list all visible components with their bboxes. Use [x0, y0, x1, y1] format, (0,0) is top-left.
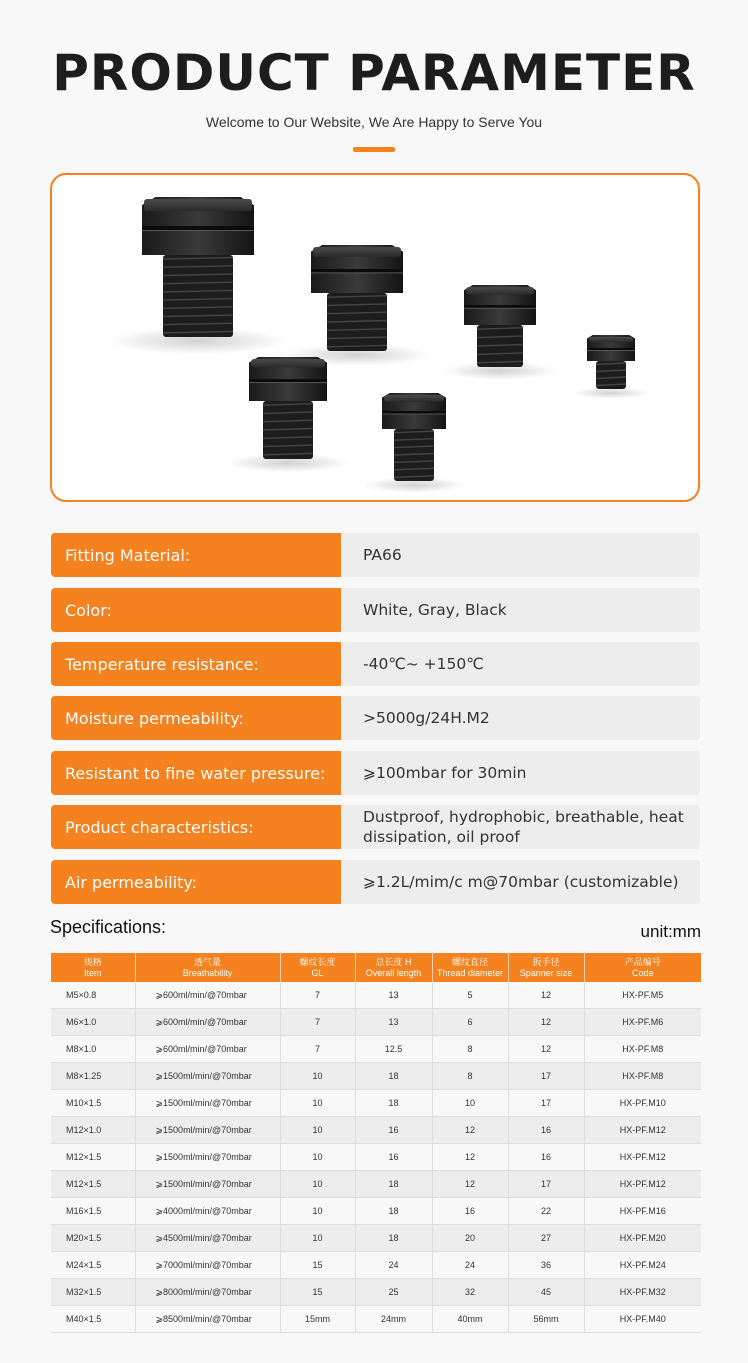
header-cn-label: 扳手径 — [532, 956, 560, 967]
header-en-label: GL — [311, 967, 324, 978]
table-cell: 15mm — [280, 1306, 355, 1333]
header-cn-label: 螺纹直径 — [451, 956, 488, 967]
table-cell: 56mm — [508, 1306, 584, 1333]
page-subtitle: Welcome to Our Website, We Are Happy to Serve You — [205, 114, 543, 130]
table-cell: 24 — [355, 1252, 432, 1279]
property-row — [51, 533, 700, 577]
table-cell: 8 — [432, 1036, 508, 1063]
table-cell: ⩾600ml/min/@70mbar — [135, 982, 280, 1009]
table-cell: 45 — [508, 1279, 584, 1306]
table-cell: 5 — [432, 982, 508, 1009]
table-cell: 16 — [508, 1144, 584, 1171]
table-header-cell — [280, 953, 355, 982]
header-cn-label: 产品编号 — [624, 956, 661, 967]
vent-plug-icon — [283, 245, 430, 366]
table-cell: M16×1.5 — [51, 1198, 135, 1225]
table-cell: ⩾8000ml/min/@70mbar — [135, 1279, 280, 1306]
table-cell: 15 — [280, 1279, 355, 1306]
table-cell: 12 — [432, 1144, 508, 1171]
table-cell: ⩾600ml/min/@70mbar — [135, 1009, 280, 1036]
table-cell: 7 — [280, 1036, 355, 1063]
table-cell: 10 — [280, 1117, 355, 1144]
table-cell: 20 — [432, 1225, 508, 1252]
table-row — [51, 1252, 701, 1279]
table-cell: M5×0.8 — [51, 982, 135, 1009]
table-cell: 6 — [432, 1009, 508, 1036]
header-cn-label: 透气量 — [193, 956, 221, 967]
vent-plug-icon — [108, 197, 287, 354]
header-cn-label: 总长度 H — [375, 956, 412, 967]
property-label: Air permeability: — [51, 860, 341, 904]
property-value: >5000g/24H.M2 — [342, 696, 700, 740]
table-cell: 36 — [508, 1252, 584, 1279]
property-label: Color: — [51, 588, 341, 632]
table-cell: HX-PF.M16 — [584, 1198, 701, 1225]
property-value: ⩾1.2L/mim/c m@70mbar (customizable) — [342, 860, 700, 904]
property-row — [51, 805, 700, 849]
table-cell: 32 — [432, 1279, 508, 1306]
table-header-cell — [51, 953, 135, 982]
table-cell: 24 — [432, 1252, 508, 1279]
table-cell: 17 — [508, 1090, 584, 1117]
table-cell: HX-PF.M10 — [584, 1090, 701, 1117]
vent-plug-icon — [573, 335, 650, 399]
table-cell: 10 — [280, 1198, 355, 1225]
header-en-label: Breathability — [182, 967, 233, 978]
table-cell: 10 — [280, 1225, 355, 1252]
table-cell: M12×1.5 — [51, 1144, 135, 1171]
table-cell: M6×1.0 — [51, 1009, 135, 1036]
table-cell: 18 — [355, 1171, 432, 1198]
table-row — [51, 1090, 701, 1117]
property-value: Dustproof, hydrophobic, breathable, heat dissipation, oil proof — [342, 805, 700, 849]
property-row — [51, 860, 700, 904]
unit-label: unit:mm — [640, 922, 701, 941]
table-cell: 16 — [432, 1198, 508, 1225]
table-cell: 12 — [508, 1009, 584, 1036]
table-cell: 12 — [508, 982, 584, 1009]
property-label: Fitting Material: — [51, 533, 341, 577]
table-cell: ⩾1500ml/min/@70mbar — [135, 1117, 280, 1144]
property-row — [51, 751, 700, 795]
table-cell: ⩾1500ml/min/@70mbar — [135, 1063, 280, 1090]
vent-plug-icon — [226, 357, 351, 472]
table-cell: HX-PF.M5 — [584, 982, 701, 1009]
table-cell: 24mm — [355, 1306, 432, 1333]
table-cell: HX-PF.M12 — [584, 1117, 701, 1144]
table-row — [51, 1144, 701, 1171]
property-row — [51, 588, 700, 632]
table-cell: ⩾1500ml/min/@70mbar — [135, 1144, 280, 1171]
table-cell: 40mm — [432, 1306, 508, 1333]
vent-plug-photo-icon — [52, 175, 698, 500]
table-cell: 18 — [355, 1198, 432, 1225]
header-en-label: Spanner size — [519, 967, 573, 978]
table-row — [51, 1198, 701, 1225]
table-row — [51, 1009, 701, 1036]
table-cell: 13 — [355, 1009, 432, 1036]
table-cell: 12.5 — [355, 1036, 432, 1063]
table-cell: ⩾4500ml/min/@70mbar — [135, 1225, 280, 1252]
table-cell: M8×1.25 — [51, 1063, 135, 1090]
table-cell: M12×1.5 — [51, 1171, 135, 1198]
table-cell: HX-PF.M12 — [584, 1171, 701, 1198]
title-divider — [353, 147, 395, 152]
table-cell: 10 — [280, 1063, 355, 1090]
table-cell: 18 — [355, 1063, 432, 1090]
table-cell: ⩾7000ml/min/@70mbar — [135, 1252, 280, 1279]
table-cell: HX-PF.M40 — [584, 1306, 701, 1333]
table-row — [51, 1225, 701, 1252]
table-cell: 16 — [508, 1117, 584, 1144]
table-cell: HX-PF.M6 — [584, 1009, 701, 1036]
table-cell: 13 — [355, 982, 432, 1009]
table-cell: HX-PF.M24 — [584, 1252, 701, 1279]
property-row — [51, 696, 700, 740]
vent-plug-icon — [442, 285, 557, 380]
table-cell: 10 — [280, 1090, 355, 1117]
table-header-row — [51, 953, 701, 982]
property-value: ⩾100mbar for 30min — [342, 751, 700, 795]
property-row — [51, 642, 700, 686]
table-cell: HX-PF.M12 — [584, 1144, 701, 1171]
table-cell: 22 — [508, 1198, 584, 1225]
table-cell: HX-PF.M8 — [584, 1036, 701, 1063]
property-label: Product characteristics: — [51, 805, 341, 849]
table-cell: 12 — [508, 1036, 584, 1063]
table-cell: 10 — [432, 1090, 508, 1117]
specifications-table — [51, 953, 701, 1333]
table-cell: ⩾4000ml/min/@70mbar — [135, 1198, 280, 1225]
table-cell: M24×1.5 — [51, 1252, 135, 1279]
table-cell: 12 — [432, 1171, 508, 1198]
table-cell: 8 — [432, 1063, 508, 1090]
header-en-label: Item — [83, 967, 102, 978]
table-row — [51, 1306, 701, 1333]
table-cell: HX-PF.M20 — [584, 1225, 701, 1252]
table-cell: M20×1.5 — [51, 1225, 135, 1252]
header-en-label: Overall length — [365, 967, 422, 978]
table-cell: HX-PF.M32 — [584, 1279, 701, 1306]
property-value: White, Gray, Black — [342, 588, 700, 632]
table-row — [51, 982, 701, 1009]
vent-plug-icon — [363, 393, 465, 493]
table-row — [51, 1279, 701, 1306]
header-en-label: Code — [631, 967, 654, 978]
table-cell: 18 — [355, 1090, 432, 1117]
table-cell: 17 — [508, 1171, 584, 1198]
table-cell: 25 — [355, 1279, 432, 1306]
table-cell: M8×1.0 — [51, 1036, 135, 1063]
table-header-cell — [508, 953, 584, 982]
table-cell: 15 — [280, 1252, 355, 1279]
table-cell: HX-PF.M8 — [584, 1063, 701, 1090]
property-label: Temperature resistance: — [51, 642, 341, 686]
table-cell: 27 — [508, 1225, 584, 1252]
table-row — [51, 1117, 701, 1144]
table-cell: 10 — [280, 1144, 355, 1171]
table-cell: 17 — [508, 1063, 584, 1090]
table-row — [51, 1171, 701, 1198]
table-cell: 18 — [355, 1225, 432, 1252]
table-cell: 7 — [280, 982, 355, 1009]
product-photo — [50, 173, 700, 502]
table-cell: ⩾1500ml/min/@70mbar — [135, 1090, 280, 1117]
header-en-label: Thread diameter — [436, 967, 504, 978]
table-cell: ⩾1500ml/min/@70mbar — [135, 1171, 280, 1198]
table-cell: M12×1.0 — [51, 1117, 135, 1144]
table-cell: 7 — [280, 1009, 355, 1036]
header-cn-label: 规格 — [83, 956, 102, 967]
table-row — [51, 1063, 701, 1090]
property-label: Moisture permeability: — [51, 696, 341, 740]
table-header-cell — [135, 953, 280, 982]
table-cell: M40×1.5 — [51, 1306, 135, 1333]
table-cell: 16 — [355, 1144, 432, 1171]
property-value: -40℃~ +150℃ — [342, 642, 700, 686]
table-cell: 12 — [432, 1117, 508, 1144]
header-cn-label: 螺纹长度 — [299, 956, 336, 967]
table-cell: ⩾8500ml/min/@70mbar — [135, 1306, 280, 1333]
table-row — [51, 1036, 701, 1063]
specifications-title: Specifications: — [50, 917, 167, 937]
table-cell: ⩾600ml/min/@70mbar — [135, 1036, 280, 1063]
table-header-cell — [355, 953, 432, 982]
property-value: PA66 — [342, 533, 700, 577]
page-title: PRODUCT PARAMETER — [52, 44, 696, 102]
table-cell: M10×1.5 — [51, 1090, 135, 1117]
table-cell: 10 — [280, 1171, 355, 1198]
table-header-cell — [432, 953, 508, 982]
table-cell: M32×1.5 — [51, 1279, 135, 1306]
property-label: Resistant to fine water pressure: — [51, 751, 341, 795]
table-cell: 16 — [355, 1117, 432, 1144]
table-header-cell — [584, 953, 701, 982]
